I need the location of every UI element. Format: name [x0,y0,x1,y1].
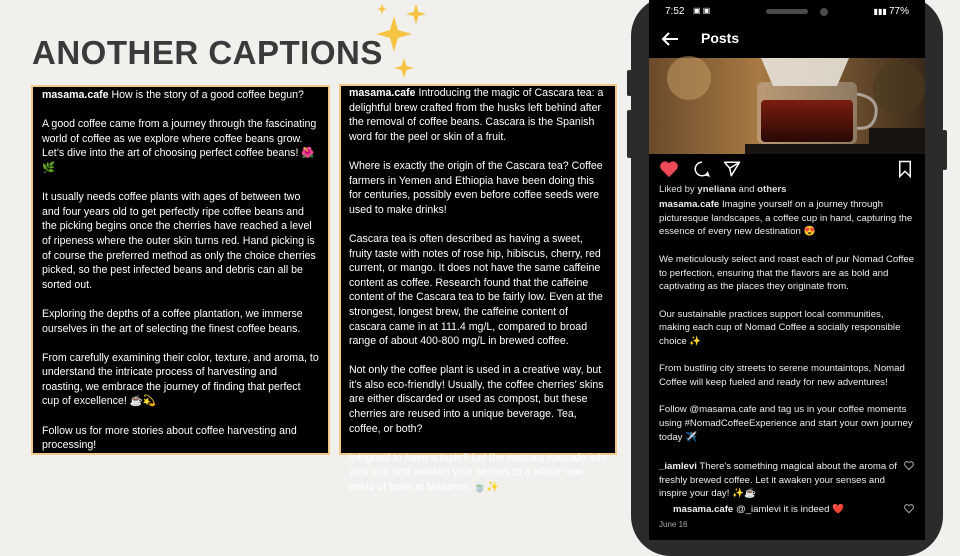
like-heart-icon[interactable] [659,160,679,178]
front-camera [820,8,828,16]
post-date: June 16 [659,520,688,529]
status-notification-icons: ▣ ▣ [693,6,711,15]
slide-title: ANOTHER CAPTIONS [32,34,383,71]
status-time: 7:52 [665,6,685,17]
post-caption [659,198,917,445]
liked-and: and [738,184,755,195]
comment-iamlevi [659,460,899,501]
caption-card-coffee-journey [31,85,330,455]
comment-icon[interactable] [693,160,711,178]
card1-paragraph-6: Follow us for more stories about coffee harvesting and processing! [42,424,297,452]
caption-p2: We meticulously select and roast each of pur Nomad Coffee to perfection, ensuring that the flavors are as bold and captivating as the places they originate from. [659,253,915,293]
sparkles-icon [372,4,452,84]
posts-header [649,28,925,52]
post-photo-coffee-drip[interactable] [649,58,925,154]
status-battery: 77% [888,6,909,17]
card1-first-text: How is the story of a good coffee begun? [111,89,304,101]
phone-side-button [627,70,632,96]
caption-p3: Our sustainable practices support local communities, making each cup of Nomad Coffee a socially responsible choice ✨ [659,308,901,347]
caption-first [659,198,917,239]
card2-paragraph-4: Not only the coffee plant is used in a creative way, but it’s also eco-friendly! Usually, the coffee cherries’ skins are either discarded or used as compost, but these cherries are reused into a unique beverage. Tea, coffee, or both? [349,364,604,435]
card1-paragraph-5: From carefully examining their color, texture, and aroma, to understand the intricate process of harvesting and roasting, we embrace the journey of finding that perfect cup of excellence! ☕💫 [42,351,319,408]
status-bar [649,0,925,24]
card1-paragraph-3: It usually needs coffee plants with ages of between two and four years old to get perfectly ripe coffee beans and the picking begins once the cherries have reached a level of ripeness where the outer skin turns red. Hand picking is of course the preferred method as only the choice cherries picked, so the pest infected beans and debris can all be sorted out. [42,191,316,291]
phone-volume-button [627,110,632,158]
phone-power-button [942,130,947,170]
liked-user[interactable]: yneliana [697,184,736,195]
caption-p1: Imagine yourself on a journey through picturesque landscapes, a coffee cup in hand, capturing the essence of every new destination 😍 [659,199,913,238]
card1-paragraph-4: Exploring the depths of a coffee plantation, we immerse ourselves in the art of selecting the finest coffee beans. [42,307,303,335]
card2-paragraph-5: Intrigued to have a taste? Let the cascara cascade into your cup and awaken your senses to a whole new world of taste at Masama! 🍵✨ [349,451,607,494]
earpiece [766,9,808,14]
liked-others[interactable]: others [757,184,787,195]
card1-first-line [42,88,320,103]
post-actions [649,158,925,180]
caption-p5: Follow @masama.cafe and tag us in your coffee moments using #NomadCoffeeExperience and start your own journey today ✈️ [659,404,913,443]
card2-first-text: Introducing the magic of Cascara tea: a delightful brew crafted from the husks left behind after the removal of coffee beans. Cascara is the Spanish word for the peel or skin of a fruit. [349,87,604,143]
status-right [874,6,909,17]
signal-icon: ▮▮▮ [873,7,889,16]
liked-by-line [659,184,787,195]
card1-paragraph-2: A good coffee came from a journey through the fascinating world of coffee as we explore where coffee beans grow. Let’s dive into the art of choosing perfect coffee beans! 🌺🌿 [42,118,317,174]
liked-prefix: Liked by [659,184,695,195]
comment1-user[interactable]: _iamlevi [659,461,697,472]
phone-screen [649,0,925,540]
comment1-text: There's something magical about the aroma of freshly brewed coffee. Let it awaken your senses and inspire your day! ✨☕ [659,461,897,500]
share-icon[interactable] [723,160,741,178]
back-arrow-icon[interactable] [661,31,679,47]
card2-account: masama.cafe [349,87,416,99]
card2-paragraph-2: Where is exactly the origin of the Cascara tea? Coffee farmers in Yemen and Ethiopia have been doing this for centuries, possibly even before coffee seeds were used to make drinks! [349,159,603,216]
caption-p4: From bustling city streets to serene mountaintops, Nomad Coffee will keep fueled and ready for new adventures! [659,363,905,389]
reply-text: @_iamlevi it is indeed ❤️ [735,504,845,515]
bookmark-icon[interactable] [897,160,913,178]
card2-first-line [349,86,607,144]
reply-like-heart-icon[interactable] [904,504,914,513]
card1-account: masama.cafe [42,89,109,101]
reply-masama [673,503,899,517]
reply-user[interactable]: masama.cafe [673,504,734,515]
caption-account[interactable]: masama.cafe [659,199,720,210]
posts-title: Posts [701,30,740,46]
comment-like-heart-icon[interactable] [904,461,914,470]
card2-paragraph-3: Cascara tea is often described as having a sweet, fruity taste with notes of rose hip, hibiscus, cherry, red current, or mango. It does not have the same caffeine content as coffee. Research found that the caffeine content of the Cascara tea to be fairly low. Even at the strongest, longest brew, the caffeine content of cascara came in at 111.4 mg/L, compared to broad range of about 400-800 mg/L in brewed coffee. [349,232,603,348]
caption-card-cascara-tea [339,84,617,494]
